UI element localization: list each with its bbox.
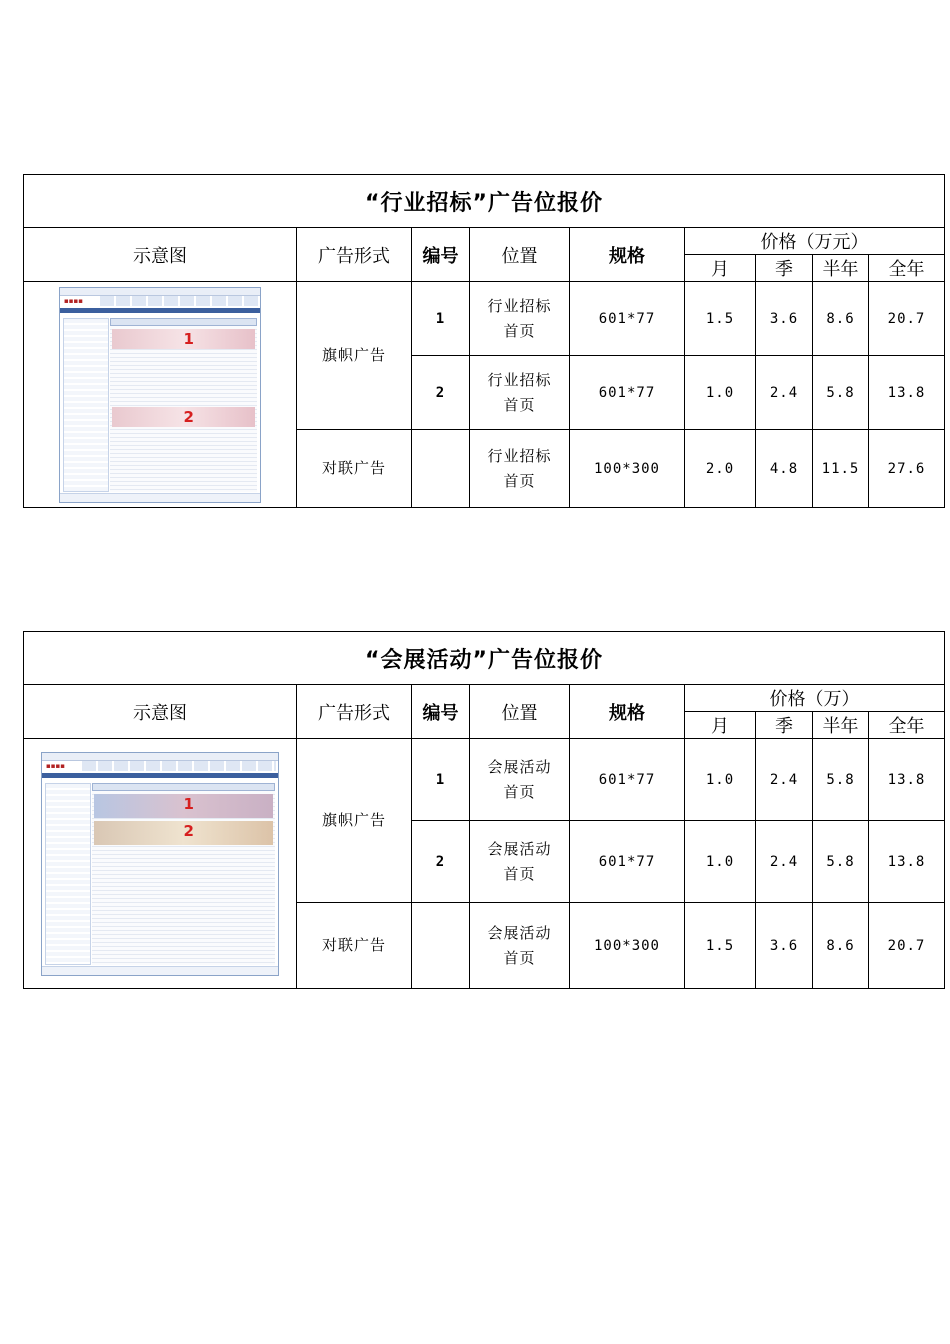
header-number: 编号 xyxy=(412,228,470,282)
thumbnail-main xyxy=(110,318,257,492)
ad-form-cell: 对联广告 xyxy=(297,430,412,508)
header-full-year: 全年 xyxy=(869,712,945,739)
header-position: 位置 xyxy=(470,228,570,282)
price-quarter: 3.6 xyxy=(756,903,813,989)
header-full-year: 全年 xyxy=(869,255,945,282)
header-quarter: 季 xyxy=(756,712,813,739)
header-number: 编号 xyxy=(412,685,470,739)
header-month: 月 xyxy=(685,712,756,739)
banner-slot-2: 2 xyxy=(112,407,255,427)
table-title: “会展活动”广告位报价 xyxy=(24,632,945,685)
header-half-year: 半年 xyxy=(813,255,869,282)
price-half-year: 5.8 xyxy=(813,356,869,430)
price-full-year: 13.8 xyxy=(869,739,945,821)
price-quarter: 4.8 xyxy=(756,430,813,508)
price-quarter: 2.4 xyxy=(756,739,813,821)
logo-mark: ▪▪▪▪ xyxy=(46,760,65,770)
price-month: 1.0 xyxy=(685,821,756,903)
price-half-year: 11.5 xyxy=(813,430,869,508)
banner-slot-1: 1 xyxy=(94,794,273,818)
price-half-year: 8.6 xyxy=(813,903,869,989)
price-full-year: 13.8 xyxy=(869,356,945,430)
header-quarter: 季 xyxy=(756,255,813,282)
ad-form-cell: 旗帜广告 xyxy=(297,282,412,430)
thumbnail-main xyxy=(92,783,275,965)
header-ad-form: 广告形式 xyxy=(297,228,412,282)
page-thumbnail xyxy=(41,752,279,976)
price-month: 1.5 xyxy=(685,903,756,989)
number-cell: 1 xyxy=(412,282,470,356)
position-cell: 会展活动首页 xyxy=(470,903,570,989)
position-cell: 行业招标首页 xyxy=(470,430,570,508)
logo-mark: ▪▪▪▪ xyxy=(64,295,83,305)
header-half-year: 半年 xyxy=(813,712,869,739)
header-spec: 规格 xyxy=(570,228,685,282)
header-position: 位置 xyxy=(470,685,570,739)
position-cell: 行业招标首页 xyxy=(470,282,570,356)
thumbnail-sidebar xyxy=(45,783,91,965)
position-cell: 会展活动首页 xyxy=(470,739,570,821)
header-price: 价格（万） xyxy=(685,685,945,712)
header-spec: 规格 xyxy=(570,685,685,739)
spec-cell: 601*77 xyxy=(570,356,685,430)
spec-cell: 601*77 xyxy=(570,739,685,821)
diagram-cell xyxy=(24,282,297,508)
price-table-industry-bidding xyxy=(23,174,945,508)
diagram-cell xyxy=(24,739,297,989)
price-quarter: 2.4 xyxy=(756,821,813,903)
number-cell: 1 xyxy=(412,739,470,821)
table-title: “行业招标”广告位报价 xyxy=(24,175,945,228)
spec-cell: 100*300 xyxy=(570,430,685,508)
price-half-year: 5.8 xyxy=(813,739,869,821)
price-table-exhibition-events xyxy=(23,631,945,989)
number-cell: 2 xyxy=(412,821,470,903)
price-quarter: 3.6 xyxy=(756,282,813,356)
header-price: 价格（万元） xyxy=(685,228,945,255)
price-half-year: 8.6 xyxy=(813,282,869,356)
price-full-year: 27.6 xyxy=(869,430,945,508)
number-cell xyxy=(412,903,470,989)
price-full-year: 20.7 xyxy=(869,903,945,989)
ad-form-cell: 旗帜广告 xyxy=(297,739,412,903)
ad-form-cell: 对联广告 xyxy=(297,903,412,989)
header-diagram: 示意图 xyxy=(24,685,297,739)
price-quarter: 2.4 xyxy=(756,356,813,430)
price-half-year: 5.8 xyxy=(813,821,869,903)
spec-cell: 601*77 xyxy=(570,821,685,903)
price-full-year: 13.8 xyxy=(869,821,945,903)
price-month: 1.0 xyxy=(685,356,756,430)
page-thumbnail xyxy=(59,287,261,503)
price-month: 2.0 xyxy=(685,430,756,508)
spec-cell: 601*77 xyxy=(570,282,685,356)
thumbnail-sidebar xyxy=(63,318,109,492)
number-cell: 2 xyxy=(412,356,470,430)
price-month: 1.5 xyxy=(685,282,756,356)
price-full-year: 20.7 xyxy=(869,282,945,356)
position-cell: 行业招标首页 xyxy=(470,356,570,430)
price-month: 1.0 xyxy=(685,739,756,821)
banner-slot-1: 1 xyxy=(112,329,255,349)
position-cell: 会展活动首页 xyxy=(470,821,570,903)
header-diagram: 示意图 xyxy=(24,228,297,282)
header-month: 月 xyxy=(685,255,756,282)
banner-slot-2: 2 xyxy=(94,821,273,845)
spec-cell: 100*300 xyxy=(570,903,685,989)
header-ad-form: 广告形式 xyxy=(297,685,412,739)
number-cell xyxy=(412,430,470,508)
